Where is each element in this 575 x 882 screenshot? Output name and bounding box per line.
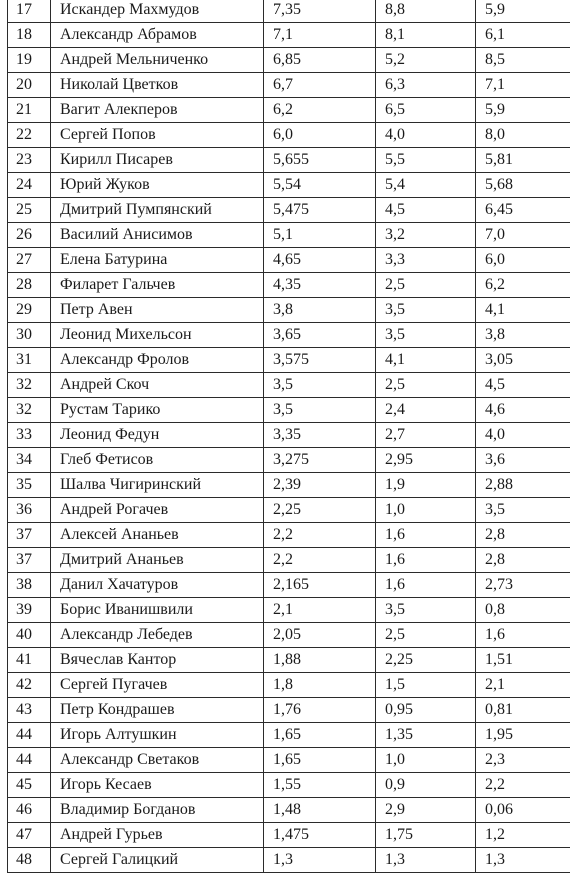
value-2-cell: 1,0 [376,748,476,773]
value-3-cell: 5,81 [476,148,571,173]
value-1-cell: 1,55 [264,773,376,798]
value-2-cell: 4,0 [376,123,476,148]
value-2-cell: 3,2 [376,223,476,248]
rank-cell: 44 [8,723,51,748]
table-row [8,698,571,723]
value-2-cell: 4,5 [376,198,476,223]
ranking-table [7,0,570,873]
value-2-cell: 8,8 [376,0,476,23]
value-1-cell: 3,8 [264,298,376,323]
table-row [8,498,571,523]
name-cell: Сергей Пугачев [51,673,264,698]
value-1-cell: 4,65 [264,248,376,273]
value-3-cell: 1,51 [476,648,571,673]
value-3-cell: 1,3 [476,848,571,873]
value-3-cell: 2,3 [476,748,571,773]
value-3-cell: 3,05 [476,348,571,373]
value-2-cell: 2,25 [376,648,476,673]
value-2-cell: 1,3 [376,848,476,873]
value-1-cell: 4,35 [264,273,376,298]
name-cell: Александр Фролов [51,348,264,373]
name-cell: Рустам Тарико [51,398,264,423]
table-row [8,798,571,823]
name-cell: Вячеслав Кантор [51,648,264,673]
table-row [8,48,571,73]
value-1-cell: 1,48 [264,798,376,823]
name-cell: Николай Цветков [51,73,264,98]
value-1-cell: 3,575 [264,348,376,373]
value-1-cell: 6,0 [264,123,376,148]
rank-cell: 24 [8,173,51,198]
value-3-cell: 4,5 [476,373,571,398]
table-row [8,0,571,23]
value-1-cell: 2,165 [264,573,376,598]
table-row [8,423,571,448]
table-row [8,148,571,173]
rank-cell: 48 [8,848,51,873]
value-3-cell: 2,88 [476,473,571,498]
rank-cell: 34 [8,448,51,473]
name-cell: Вагит Алекперов [51,98,264,123]
value-2-cell: 6,5 [376,98,476,123]
value-1-cell: 3,5 [264,373,376,398]
name-cell: Борис Иванишвили [51,598,264,623]
rank-cell: 36 [8,498,51,523]
value-3-cell: 7,0 [476,223,571,248]
value-3-cell: 0,81 [476,698,571,723]
value-3-cell: 3,6 [476,448,571,473]
rank-cell: 29 [8,298,51,323]
rank-cell: 47 [8,823,51,848]
value-1-cell: 1,8 [264,673,376,698]
value-1-cell: 6,85 [264,48,376,73]
table-row [8,273,571,298]
name-cell: Василий Анисимов [51,223,264,248]
rank-cell: 23 [8,148,51,173]
value-3-cell: 0,8 [476,598,571,623]
name-cell: Петр Кондрашев [51,698,264,723]
name-cell: Сергей Галицкий [51,848,264,873]
rank-cell: 45 [8,773,51,798]
table-row [8,623,571,648]
value-2-cell: 0,95 [376,698,476,723]
value-2-cell: 2,7 [376,423,476,448]
table-body [8,0,571,873]
rank-cell: 30 [8,323,51,348]
rank-cell: 40 [8,623,51,648]
value-2-cell: 2,5 [376,273,476,298]
value-2-cell: 3,5 [376,598,476,623]
value-1-cell: 5,54 [264,173,376,198]
value-3-cell: 2,8 [476,548,571,573]
value-3-cell: 6,45 [476,198,571,223]
value-2-cell: 3,5 [376,323,476,348]
value-2-cell: 2,4 [376,398,476,423]
rank-cell: 39 [8,598,51,623]
name-cell: Игорь Алтушкин [51,723,264,748]
table-row [8,298,571,323]
name-cell: Алексей Ананьев [51,523,264,548]
rank-cell: 18 [8,23,51,48]
value-3-cell: 8,0 [476,123,571,148]
rank-cell: 43 [8,698,51,723]
table-row [8,848,571,873]
value-1-cell: 2,05 [264,623,376,648]
name-cell: Андрей Мельниченко [51,48,264,73]
name-cell: Александр Светаков [51,748,264,773]
name-cell: Сергей Попов [51,123,264,148]
value-3-cell: 8,5 [476,48,571,73]
value-1-cell: 3,5 [264,398,376,423]
value-2-cell: 3,3 [376,248,476,273]
table-row [8,548,571,573]
value-2-cell: 1,6 [376,548,476,573]
value-1-cell: 2,2 [264,523,376,548]
name-cell: Александр Лебедев [51,623,264,648]
value-1-cell: 3,65 [264,323,376,348]
value-2-cell: 3,5 [376,298,476,323]
rank-cell: 37 [8,523,51,548]
value-2-cell: 1,0 [376,498,476,523]
rank-cell: 28 [8,273,51,298]
value-3-cell: 1,95 [476,723,571,748]
value-2-cell: 4,1 [376,348,476,373]
value-1-cell: 1,475 [264,823,376,848]
name-cell: Андрей Рогачев [51,498,264,523]
value-2-cell: 1,9 [376,473,476,498]
rank-cell: 20 [8,73,51,98]
table-row [8,248,571,273]
name-cell: Игорь Кесаев [51,773,264,798]
table-row [8,598,571,623]
value-2-cell: 6,3 [376,73,476,98]
table-row [8,123,571,148]
rank-cell: 35 [8,473,51,498]
name-cell: Глеб Фетисов [51,448,264,473]
value-3-cell: 5,9 [476,0,571,23]
name-cell: Андрей Скоч [51,373,264,398]
rank-cell: 37 [8,548,51,573]
value-2-cell: 5,2 [376,48,476,73]
rank-cell: 17 [8,0,51,23]
value-3-cell: 3,5 [476,498,571,523]
value-2-cell: 1,6 [376,523,476,548]
value-3-cell: 5,9 [476,98,571,123]
value-1-cell: 1,88 [264,648,376,673]
name-cell: Леонид Михельсон [51,323,264,348]
table-row [8,648,571,673]
value-2-cell: 2,95 [376,448,476,473]
rank-cell: 22 [8,123,51,148]
value-2-cell: 8,1 [376,23,476,48]
value-1-cell: 5,1 [264,223,376,248]
rank-cell: 21 [8,98,51,123]
table-row [8,223,571,248]
table-row [8,23,571,48]
table-row [8,173,571,198]
table-row [8,673,571,698]
value-2-cell: 1,6 [376,573,476,598]
value-2-cell: 1,35 [376,723,476,748]
value-2-cell: 0,9 [376,773,476,798]
value-3-cell: 2,1 [476,673,571,698]
table-row [8,448,571,473]
name-cell: Филарет Гальчев [51,273,264,298]
value-1-cell: 5,475 [264,198,376,223]
name-cell: Владимир Богданов [51,798,264,823]
value-3-cell: 2,73 [476,573,571,598]
value-3-cell: 1,6 [476,623,571,648]
value-1-cell: 2,25 [264,498,376,523]
name-cell: Дмитрий Ананьев [51,548,264,573]
table-row [8,823,571,848]
value-2-cell: 2,9 [376,798,476,823]
name-cell: Шалва Чигиринский [51,473,264,498]
name-cell: Елена Батурина [51,248,264,273]
name-cell: Кирилл Писарев [51,148,264,173]
name-cell: Юрий Жуков [51,173,264,198]
value-3-cell: 4,1 [476,298,571,323]
value-1-cell: 1,65 [264,748,376,773]
value-1-cell: 5,655 [264,148,376,173]
value-1-cell: 1,65 [264,723,376,748]
name-cell: Александр Абрамов [51,23,264,48]
value-1-cell: 7,1 [264,23,376,48]
table-row [8,748,571,773]
value-2-cell: 5,5 [376,148,476,173]
value-3-cell: 6,0 [476,248,571,273]
value-1-cell: 7,35 [264,0,376,23]
value-2-cell: 1,75 [376,823,476,848]
rank-cell: 38 [8,573,51,598]
value-2-cell: 2,5 [376,623,476,648]
value-3-cell: 1,2 [476,823,571,848]
table-row [8,323,571,348]
value-1-cell: 3,275 [264,448,376,473]
table-row [8,523,571,548]
table-row [8,573,571,598]
value-1-cell: 6,2 [264,98,376,123]
rank-cell: 32 [8,398,51,423]
value-3-cell: 5,68 [476,173,571,198]
rank-cell: 31 [8,348,51,373]
table-row [8,98,571,123]
table-row [8,473,571,498]
value-1-cell: 2,2 [264,548,376,573]
table-row [8,348,571,373]
value-2-cell: 5,4 [376,173,476,198]
rank-cell: 41 [8,648,51,673]
value-3-cell: 4,0 [476,423,571,448]
table-row [8,73,571,98]
name-cell: Данил Хачатуров [51,573,264,598]
value-3-cell: 2,2 [476,773,571,798]
value-3-cell: 3,8 [476,323,571,348]
name-cell: Дмитрий Пумпянский [51,198,264,223]
rank-cell: 42 [8,673,51,698]
name-cell: Леонид Федун [51,423,264,448]
value-1-cell: 1,76 [264,698,376,723]
value-3-cell: 0,06 [476,798,571,823]
value-3-cell: 6,1 [476,23,571,48]
value-1-cell: 2,1 [264,598,376,623]
table-row [8,723,571,748]
name-cell: Петр Авен [51,298,264,323]
value-2-cell: 1,5 [376,673,476,698]
value-3-cell: 6,2 [476,273,571,298]
name-cell: Искандер Махмудов [51,0,264,23]
rank-cell: 46 [8,798,51,823]
rank-cell: 27 [8,248,51,273]
rank-cell: 32 [8,373,51,398]
value-3-cell: 2,8 [476,523,571,548]
name-cell: Андрей Гурьев [51,823,264,848]
rank-cell: 19 [8,48,51,73]
table-row [8,373,571,398]
value-1-cell: 1,3 [264,848,376,873]
table-row [8,198,571,223]
document-page [7,0,570,882]
rank-cell: 33 [8,423,51,448]
value-1-cell: 6,7 [264,73,376,98]
rank-cell: 25 [8,198,51,223]
table-row [8,773,571,798]
value-3-cell: 7,1 [476,73,571,98]
value-3-cell: 4,6 [476,398,571,423]
rank-cell: 26 [8,223,51,248]
value-1-cell: 2,39 [264,473,376,498]
value-1-cell: 3,35 [264,423,376,448]
table-row [8,398,571,423]
rank-cell: 44 [8,748,51,773]
value-2-cell: 2,5 [376,373,476,398]
